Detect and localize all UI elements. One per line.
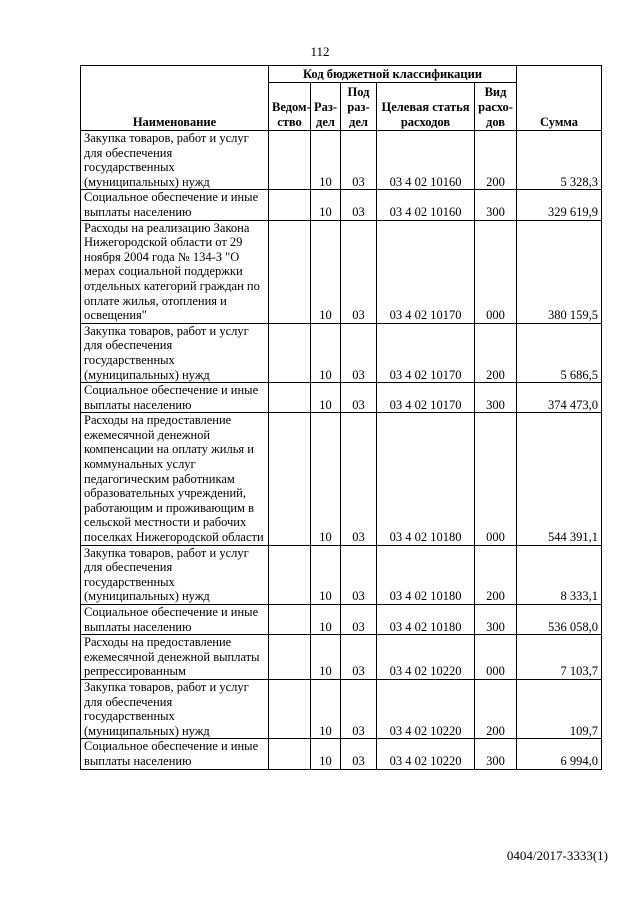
header-sum: Сумма [517,66,602,131]
row-podrazdel: 03 [341,545,377,604]
row-sum: 536 058,0 [517,605,602,635]
row-razdel: 10 [311,131,341,190]
budget-table [80,65,602,770]
row-expense-type: 200 [475,545,517,604]
row-razdel: 10 [311,323,341,382]
row-vedomstvo [269,605,311,635]
table-row [81,679,602,738]
row-expense-type: 200 [475,131,517,190]
row-podrazdel: 03 [341,679,377,738]
row-sum: 544 391,1 [517,413,602,545]
row-target-article: 03 4 02 10170 [377,220,475,323]
row-vedomstvo [269,323,311,382]
table-row [81,413,602,545]
table-header [81,66,602,131]
header-podrazdel: Под раз-дел [341,83,377,131]
row-target-article: 03 4 02 10220 [377,739,475,769]
table-row [81,605,602,635]
table-row [81,635,602,680]
row-vedomstvo [269,679,311,738]
row-razdel: 10 [311,679,341,738]
row-name: Социальное обеспечение и иные выплаты населению [81,605,269,635]
row-expense-type: 300 [475,605,517,635]
row-sum: 109,7 [517,679,602,738]
row-sum: 374 473,0 [517,383,602,413]
row-name: Социальное обеспечение и иные выплаты населению [81,190,269,220]
row-name: Закупка товаров, работ и услуг для обеспечения государственных (муниципальных) нужд [81,323,269,382]
row-sum: 380 159,5 [517,220,602,323]
header-classification-code: Код бюджетной классификации [269,66,517,83]
table-row [81,220,602,323]
header-target-article: Целевая статья расходов [377,83,475,131]
row-expense-type: 200 [475,679,517,738]
row-podrazdel: 03 [341,190,377,220]
row-name: Расходы на предоставление ежемесячной денежной выплаты репрессированным [81,635,269,680]
row-expense-type: 300 [475,190,517,220]
row-target-article: 03 4 02 10180 [377,545,475,604]
table-row [81,739,602,769]
page-number: 112 [310,44,330,59]
row-sum: 8 333,1 [517,545,602,604]
row-vedomstvo [269,383,311,413]
row-podrazdel: 03 [341,413,377,545]
row-razdel: 10 [311,220,341,323]
row-sum: 6 994,0 [517,739,602,769]
row-podrazdel: 03 [341,383,377,413]
row-name: Закупка товаров, работ и услуг для обеспечения государственных (муниципальных) нужд [81,679,269,738]
row-expense-type: 000 [475,220,517,323]
row-podrazdel: 03 [341,605,377,635]
row-expense-type: 000 [475,635,517,680]
row-razdel: 10 [311,413,341,545]
row-target-article: 03 4 02 10220 [377,635,475,680]
row-vedomstvo [269,220,311,323]
row-vedomstvo [269,635,311,680]
table-row [81,190,602,220]
row-vedomstvo [269,739,311,769]
row-target-article: 03 4 02 10160 [377,131,475,190]
row-name: Расходы на предоставление ежемесячной денежной компенсации на оплату жилья и коммунальных услуг педагогическим работникам образовательных учреждений, работающим и проживающим в сельской местности и рабочих поселках Нижегородской области [81,413,269,545]
row-vedomstvo [269,545,311,604]
row-name: Расходы на реализацию Закона Нижегородской области от 29 ноября 2004 года № 134-З "О мерах социальной поддержки отдельных категорий граждан по оплате жилья, отопления и освещения" [81,220,269,323]
row-target-article: 03 4 02 10180 [377,413,475,545]
row-sum: 5 328,3 [517,131,602,190]
row-razdel: 10 [311,739,341,769]
row-target-article: 03 4 02 10170 [377,323,475,382]
row-expense-type: 200 [475,323,517,382]
row-expense-type: 300 [475,739,517,769]
table-row [81,383,602,413]
header-vedomstvo: Ведом-ство [269,83,311,131]
row-podrazdel: 03 [341,131,377,190]
table-body [81,131,602,770]
row-razdel: 10 [311,605,341,635]
row-target-article: 03 4 02 10220 [377,679,475,738]
row-name: Социальное обеспечение и иные выплаты населению [81,383,269,413]
row-razdel: 10 [311,383,341,413]
header-razdel: Раз-дел [311,83,341,131]
row-name: Закупка товаров, работ и услуг для обеспечения государственных (муниципальных) нужд [81,131,269,190]
row-target-article: 03 4 02 10160 [377,190,475,220]
row-podrazdel: 03 [341,739,377,769]
row-expense-type: 000 [475,413,517,545]
row-vedomstvo [269,131,311,190]
document-code: 0404/2017-3333(1) [506,848,608,863]
row-podrazdel: 03 [341,220,377,323]
header-expense-type: Вид расхо-дов [475,83,517,131]
row-name: Закупка товаров, работ и услуг для обеспечения государственных (муниципальных) нужд [81,545,269,604]
row-razdel: 10 [311,190,341,220]
row-podrazdel: 03 [341,323,377,382]
row-vedomstvo [269,413,311,545]
row-podrazdel: 03 [341,635,377,680]
row-sum: 5 686,5 [517,323,602,382]
row-target-article: 03 4 02 10170 [377,383,475,413]
header-name: Наименование [81,66,269,131]
table-row [81,131,602,190]
row-name: Социальное обеспечение и иные выплаты населению [81,739,269,769]
table-row [81,323,602,382]
row-expense-type: 300 [475,383,517,413]
row-target-article: 03 4 02 10180 [377,605,475,635]
row-sum: 329 619,9 [517,190,602,220]
row-razdel: 10 [311,545,341,604]
table-row [81,545,602,604]
row-razdel: 10 [311,635,341,680]
row-vedomstvo [269,190,311,220]
row-sum: 7 103,7 [517,635,602,680]
